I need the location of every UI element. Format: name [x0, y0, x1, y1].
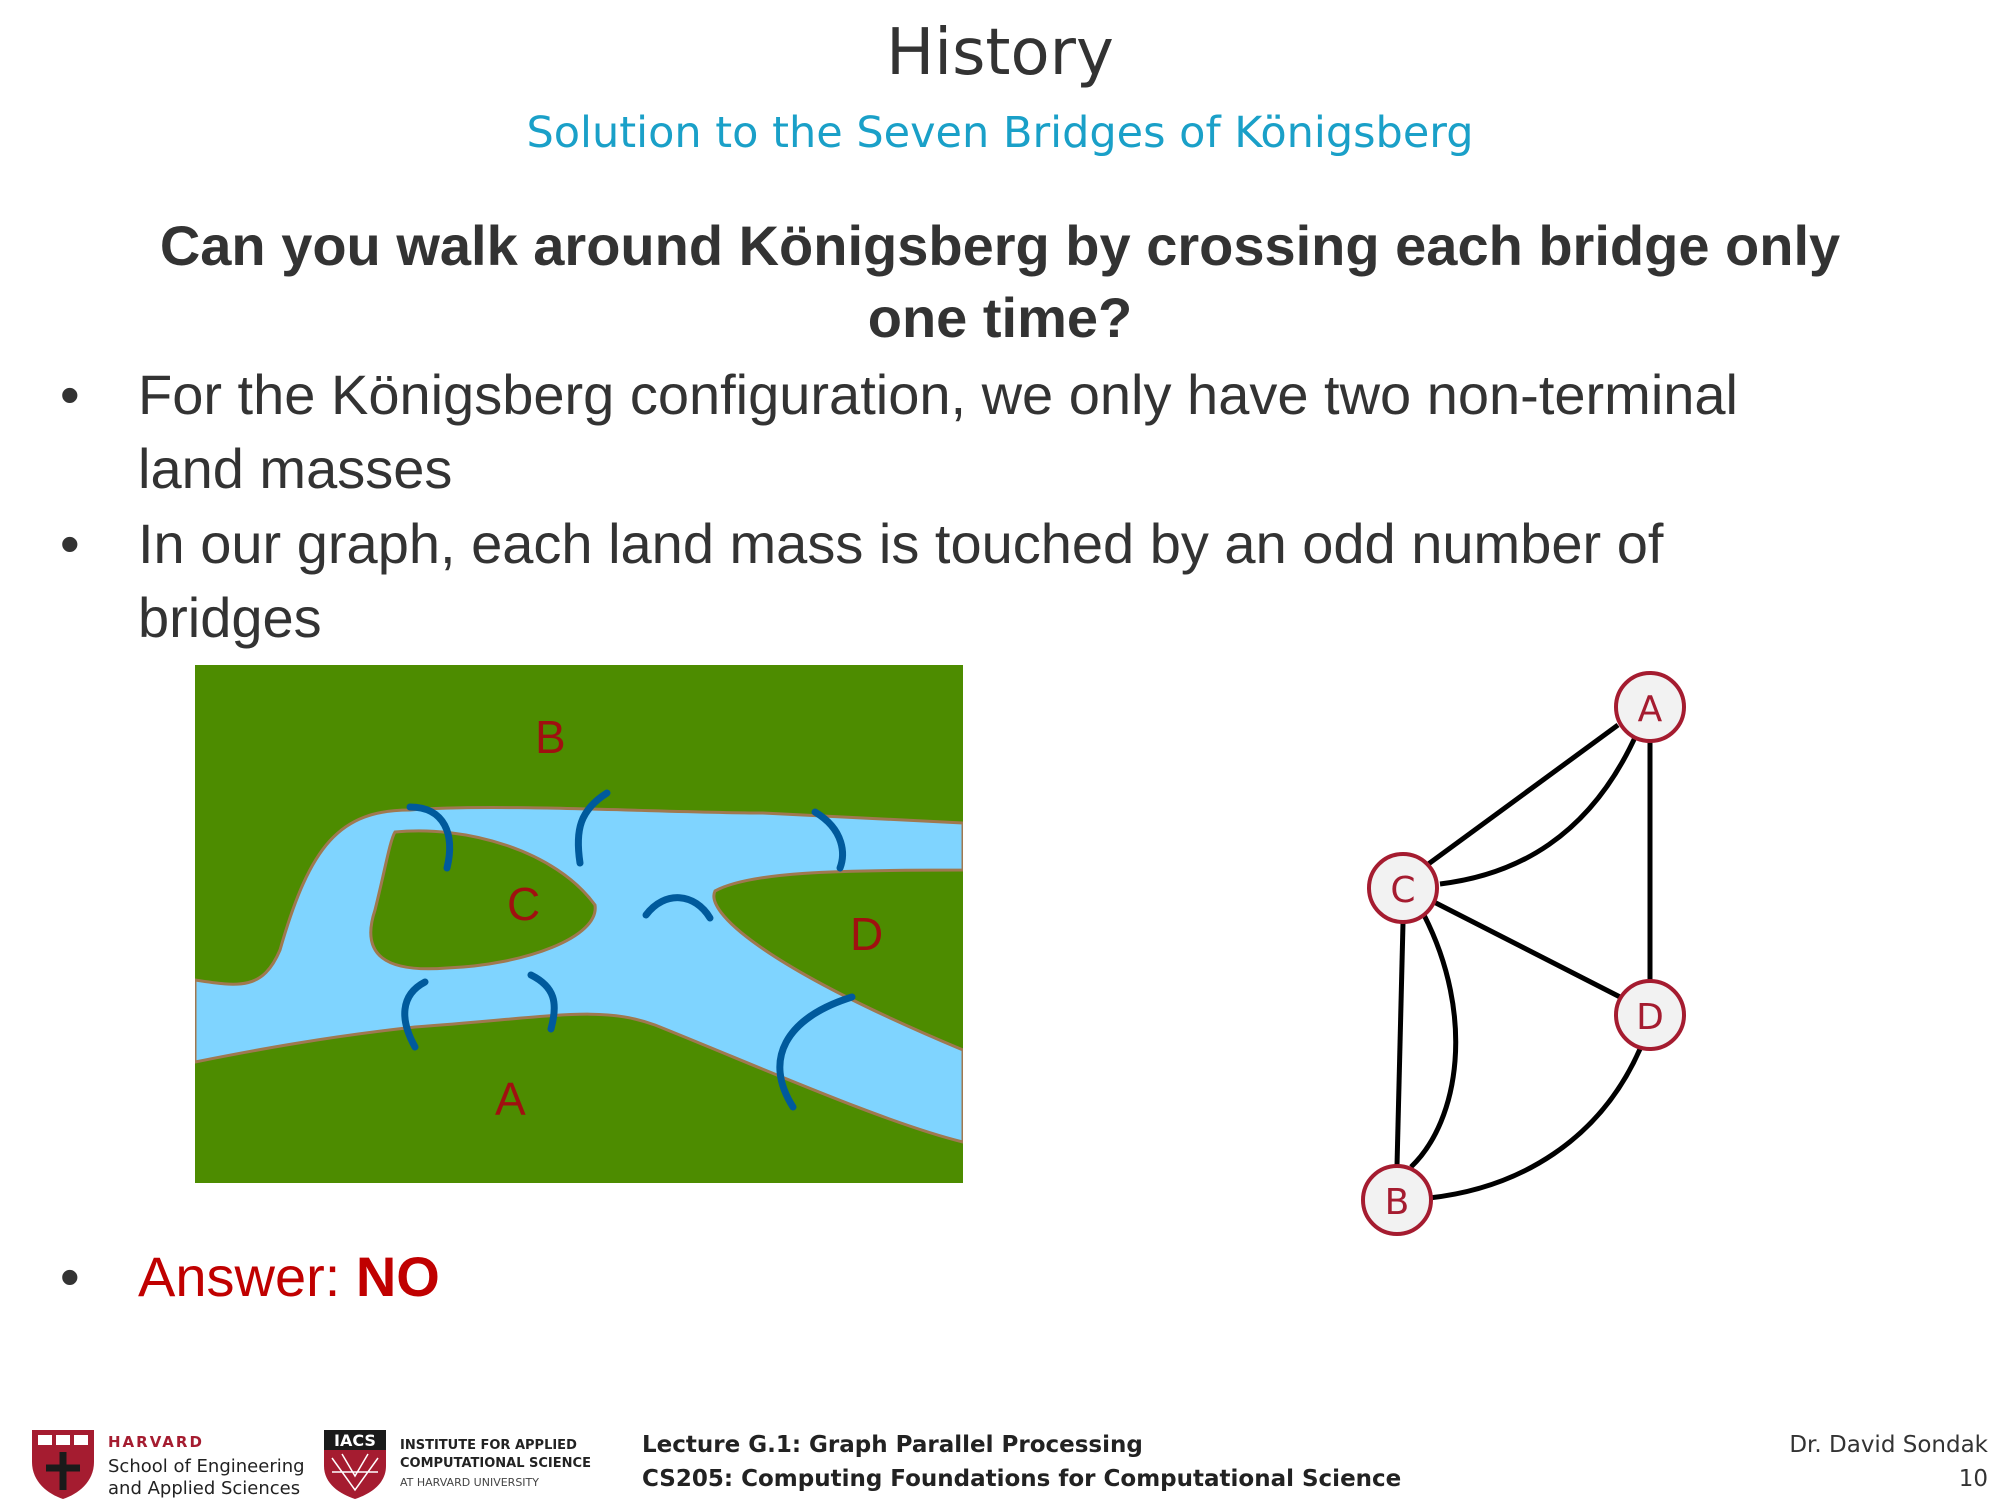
page-number: 10	[1958, 1466, 1988, 1492]
question-line-2: one time?	[867, 286, 1133, 349]
harvard-shield-icon	[30, 1428, 96, 1500]
edge-c-d	[1432, 901, 1622, 998]
iacs-line-1: INSTITUTE FOR APPLIED	[400, 1438, 577, 1453]
answer-label: Answer:	[138, 1245, 356, 1308]
graph-node-b	[1363, 1166, 1431, 1234]
konigsberg-map	[195, 665, 963, 1183]
node-label-b: B	[1384, 1182, 1410, 1223]
answer-value: NO	[355, 1245, 440, 1308]
graph-node-c	[1369, 854, 1437, 922]
bullet-text-2	[138, 507, 1938, 655]
slide-title: History	[886, 16, 1114, 90]
bullet-dot: •	[60, 512, 80, 575]
bullet-1-line-1: For the Königsberg configuration, we only have two non-terminal	[138, 363, 1738, 426]
edge-c-b-1	[1397, 923, 1403, 1166]
land-label-c: C	[507, 878, 541, 930]
graph-node-d	[1616, 981, 1684, 1049]
slide-footer	[0, 1420, 2000, 1500]
seas-line-1: School of Engineering	[108, 1456, 305, 1477]
iacs-logo-icon	[322, 1428, 388, 1500]
edge-a-c-2	[1440, 733, 1637, 884]
course-title: CS205: Computing Foundations for Computational Science	[642, 1466, 1402, 1492]
edge-a-c-1	[1427, 725, 1618, 865]
seas-line-2: and Applied Sciences	[108, 1478, 301, 1499]
iacs-badge-text: IACS	[334, 1431, 376, 1450]
edge-d-b	[1429, 1049, 1640, 1198]
bullet-dot: •	[60, 1245, 80, 1308]
land-label-d: D	[850, 908, 884, 960]
iacs-line-2: COMPUTATIONAL SCIENCE	[400, 1456, 591, 1471]
graph-node-a	[1616, 673, 1684, 741]
slide-subtitle: Solution to the Seven Bridges of Königsberg	[526, 108, 1474, 158]
bullet-text-1	[138, 358, 1938, 506]
node-label-a: A	[1637, 689, 1663, 730]
lecture-title: Lecture G.1: Graph Parallel Processing	[642, 1432, 1143, 1458]
graph-edges	[1397, 725, 1650, 1198]
bullet-1-line-2: land masses	[138, 437, 453, 500]
node-label-d: D	[1636, 997, 1664, 1038]
node-label-c: C	[1390, 870, 1416, 911]
bullet-2-line-2: bridges	[138, 586, 322, 649]
harvard-wordmark: HARVARD	[108, 1433, 204, 1451]
land-label-b: B	[535, 711, 566, 763]
edge-c-b-2	[1411, 915, 1456, 1167]
bullet-dot: •	[60, 363, 80, 426]
iacs-line-3: AT HARVARD UNIVERSITY	[400, 1476, 539, 1489]
bridges-graph	[1340, 660, 1800, 1260]
answer-text	[138, 1240, 1938, 1314]
author-name: Dr. David Sondak	[1789, 1432, 1988, 1458]
bullet-2-line-1: In our graph, each land mass is touched by an odd number of	[138, 512, 1664, 575]
question-heading	[40, 210, 1960, 354]
question-line-1: Can you walk around Königsberg by crossing each bridge only	[159, 214, 1841, 277]
land-label-a: A	[495, 1073, 526, 1125]
